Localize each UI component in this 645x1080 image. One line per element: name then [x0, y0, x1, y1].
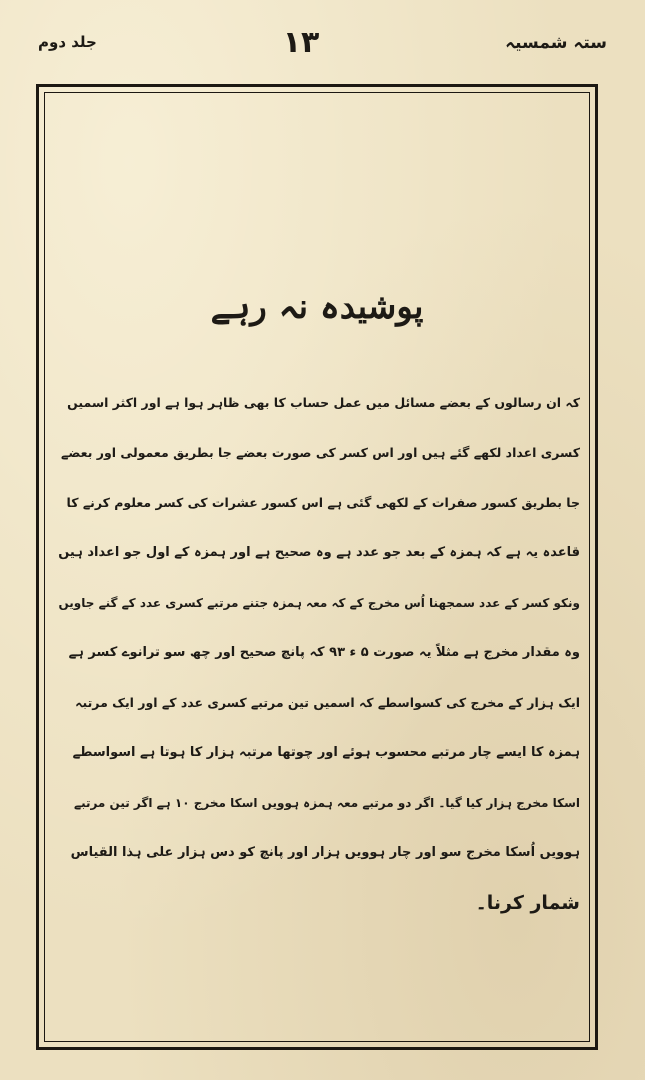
running-title: ستہ شمسیہ	[505, 32, 607, 53]
text-line: قاعدہ یہ ہے کہ ہمزہ کے بعد جو عدد ہے وہ صحیح ہے اور ہمزہ کے اول جو اعداد ہیں	[58, 545, 580, 560]
text-line: اسکا مخرج ہزار کیا گیا۔ اگر دو مرتبے معہ ہمزہ ہوویں اسکا مخرج ۱۰ ہے اگر تین مرتبے	[74, 796, 580, 810]
section-heading: پوشیدہ نہ رہے	[210, 287, 424, 327]
text-line: ایک ہزار کے مخرج کی کسواسطے کہ اسمیں تین مرتبے کسری عدد کے اور ایک مرتبہ	[75, 695, 580, 710]
text-line: کہ ان رسالوں کے بعضے مسائل میں عمل حساب کا بھی ظاہر ہوا ہے اور اکثر اسمیں	[67, 395, 580, 410]
text-line: کسری اعداد لکھے گئے ہیں اور اس کسر کی صورت بعضے جا بطریق معمولی اور بعضے	[61, 445, 580, 460]
page-header	[38, 22, 607, 62]
text-line: جا بطریق کسور صفرات کے لکھی گئی ہے اس کسور عشرات کی کسر معلوم کرنے کا	[66, 495, 580, 510]
text-line: شمار کرنا۔	[475, 892, 580, 914]
volume-label: جلد دوم	[38, 33, 97, 51]
page-number: ۱۳	[282, 24, 320, 60]
text-line: ونکو کسر کے عدد سمجھنا اُس مخرج کے کہ معہ ہمزہ جتنے مرتبے کسری عدد کے گنے جاویں	[58, 596, 580, 610]
text-line: ہوویں اُسکا مخرج سو اور چار ہوویں ہزار اور پانچ کو دس ہزار علی ہذا القیاس	[70, 845, 580, 860]
text-line: وہ مقدار مخرج ہے مثلاً یہ صورت ۵ ء ۹۳ کہ پانچ صحیح اور چھ سو ترانوے کسر ہے	[68, 645, 580, 660]
text-line: ہمزہ کا ایسے چار مرتبے محسوب ہوئے اور چوتھا مرتبہ ہزار کا ہوتا ہے اسواسطے	[72, 745, 580, 760]
body-text	[56, 378, 580, 928]
